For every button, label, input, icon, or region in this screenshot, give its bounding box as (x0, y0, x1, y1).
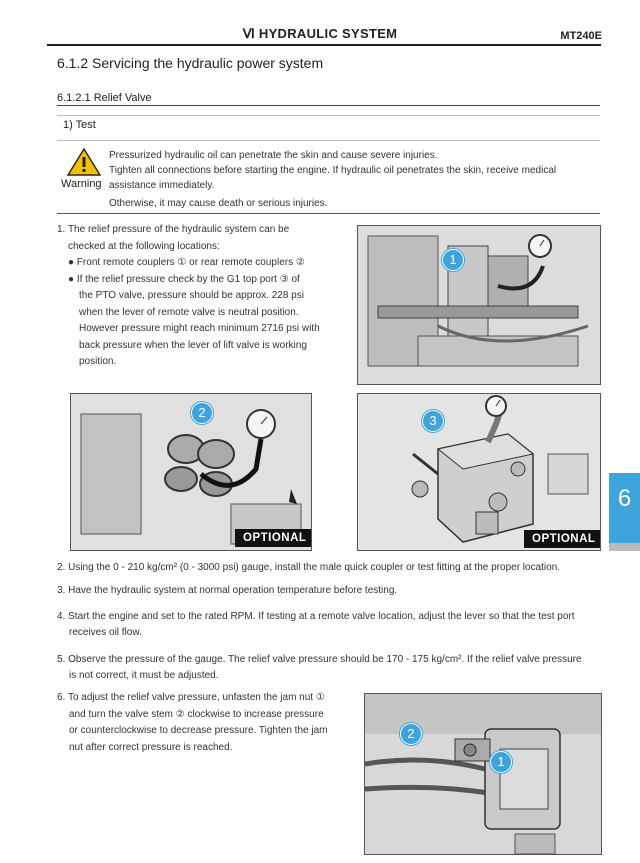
warning-triangle-icon (67, 148, 101, 176)
step-5-text: 5. Observe the pressure of the gauge. The relief valve pressure should be 170 - 175 kg/cm². If the relief valve pressure (57, 654, 582, 665)
model-name: MT240E (560, 30, 602, 42)
step-6-line: 6. To adjust the relief valve pressure, unfasten the jam nut ① (57, 692, 325, 703)
step-5-text-cont: is not correct, it must be adjusted. (69, 670, 219, 681)
callout-2: 2 (191, 402, 213, 424)
optional-badge: OPTIONAL (524, 530, 601, 548)
step-1-line: position. (79, 356, 117, 367)
step-6-line: and turn the valve stem ② clockwise to increase pressure (69, 708, 324, 720)
section-title: 6.1.2 Servicing the hydraulic power system (57, 55, 324, 71)
warning-line: Tighten all connections before starting the engine. If hydraulic oil penetrates the skin, receive medical (109, 165, 557, 176)
callout-1: 1 (442, 249, 464, 271)
figure-rear-remote-coupler (70, 393, 312, 551)
step-6-line: nut after correct pressure is reached. (69, 741, 233, 753)
step-4-text-cont: receives oil flow. (69, 627, 142, 638)
warning-label: Warning (61, 178, 102, 190)
warning-line: assistance immediately. (109, 180, 215, 191)
warning-line: Pressurized hydraulic oil can penetrate the skin and cause severe injuries. (109, 150, 438, 161)
chapter-tab: 6 (609, 473, 640, 543)
figure-relief-valve-adjustment (364, 693, 602, 855)
bullet-icon: ● (68, 273, 77, 285)
header-rule (47, 44, 601, 46)
step-1-text (57, 222, 332, 371)
step-3-text: 3. Have the hydraulic system at normal operation temperature before testing. (57, 585, 398, 596)
figure-front-remote-coupler (357, 225, 601, 385)
warning-line: Otherwise, it may cause death or serious injuries. (109, 198, 328, 209)
tractor-valve-illustration (358, 226, 600, 384)
bullet-item: ● If the relief pressure check by the G1 top port ③ of (68, 273, 300, 285)
step-6-line: or counterclockwise to decrease pressure. Tighten the jam (69, 725, 328, 736)
test-label: 1) Test (63, 119, 96, 131)
step-1-line: checked at the following locations: (68, 240, 220, 252)
callout-1: 1 (490, 751, 512, 773)
bullet-item: ● Front remote couplers ① or rear remote couplers ② (68, 257, 305, 268)
step-6-text (57, 690, 327, 756)
subsection-rule (57, 105, 600, 106)
step-1-line: the PTO valve, pressure should be approx. 228 psi (79, 290, 304, 301)
step-1-line: However pressure might reach minimum 2716 psi with (79, 323, 320, 334)
bullet-icon: ● (68, 257, 77, 268)
test-heading-box (57, 115, 600, 141)
step-4-text: 4. Start the engine and set to the rated RPM. If testing at a remote valve location, adjust the lever so that the test port (57, 611, 575, 622)
step-1-line: when the lever of remote valve is neutral position. (79, 306, 299, 318)
chapter-tab-bar (609, 543, 640, 551)
step-1-line: back pressure when the lever of lift valve is working (79, 339, 307, 351)
optional-badge: OPTIONAL (235, 529, 312, 547)
pto-valve-illustration (358, 394, 600, 550)
callout-3: 3 (422, 410, 444, 432)
step-1-line: 1. The relief pressure of the hydraulic system can be (57, 224, 290, 235)
chapter-header-title: Ⅵ HYDRAULIC SYSTEM (242, 26, 398, 41)
subsection-title: 6.1.2.1 Relief Valve (57, 92, 152, 104)
callout-2: 2 (400, 723, 422, 745)
figure-pto-valve (357, 393, 601, 551)
relief-valve-illustration (365, 694, 601, 854)
step-2-text: 2. Using the 0 - 210 kg/cm² (0 - 3000 psi) gauge, install the male quick coupler or test fitting at the proper location. (57, 562, 561, 573)
